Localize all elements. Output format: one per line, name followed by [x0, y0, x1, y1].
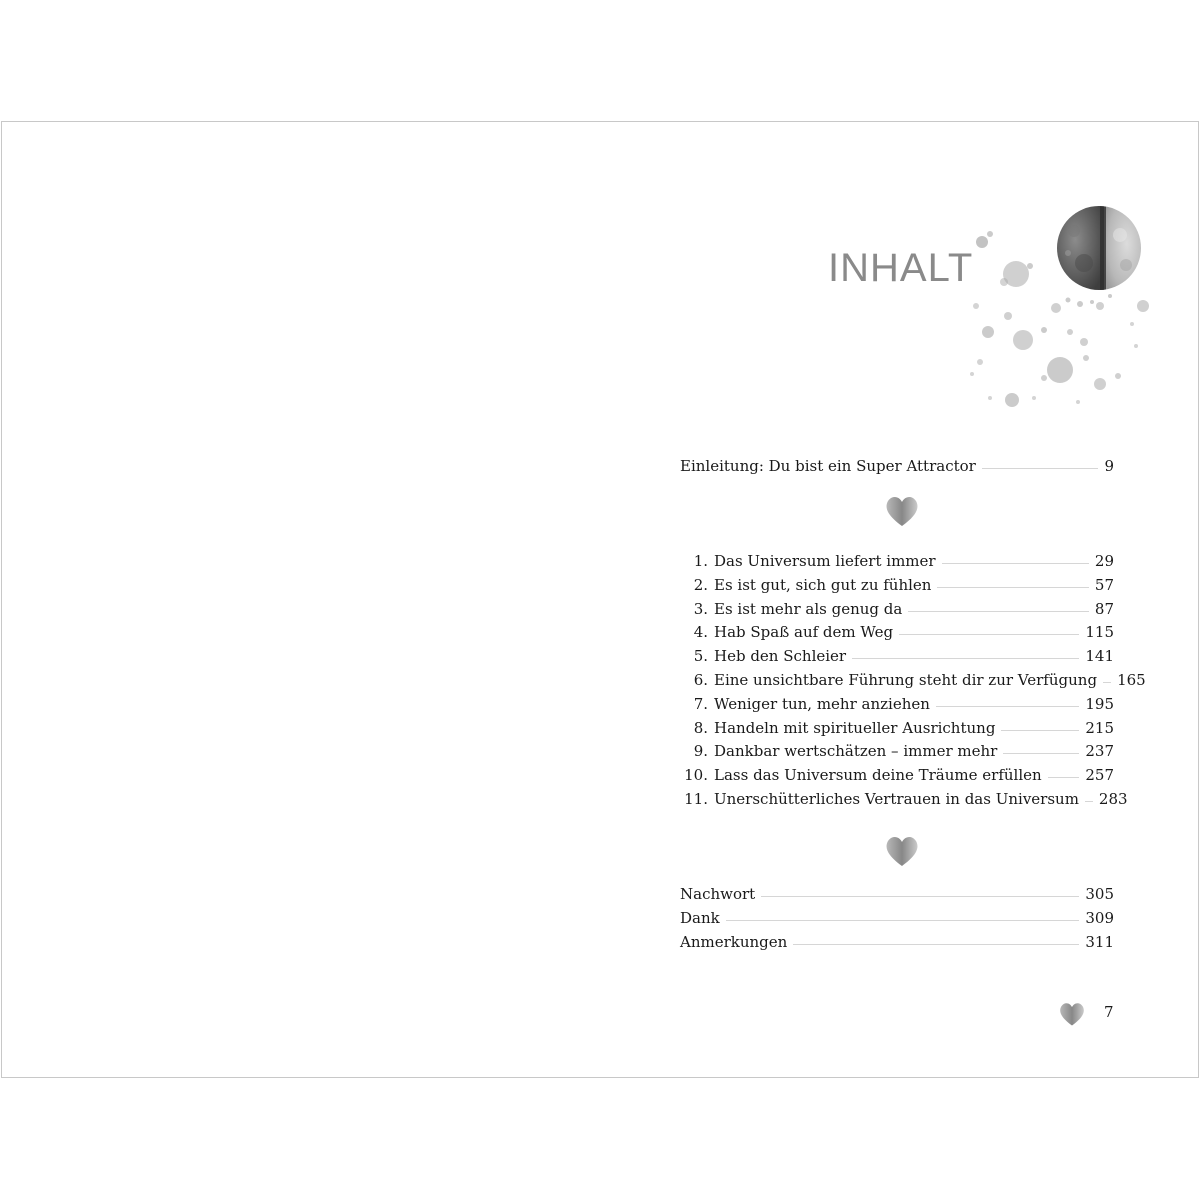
- page-number: 7: [1104, 1003, 1114, 1021]
- toc-entry[interactable]: [680, 669, 1146, 693]
- toc-entry-title: Eine unsichtbare Führung steht dir zur Verfügung: [714, 670, 1098, 689]
- toc-entry[interactable]: [680, 907, 1114, 931]
- toc-leader-line: [1003, 753, 1079, 754]
- toc-leader-line: [937, 587, 1088, 588]
- watercolor-heart-icon: [884, 834, 920, 868]
- toc-leader-line: [982, 468, 1099, 469]
- toc-entry-title: Unerschütterliches Vertrauen in das Universum: [714, 789, 1079, 808]
- toc-leader-line: [936, 706, 1079, 707]
- toc-entry-title: Nachwort: [680, 885, 756, 903]
- toc-entry-page: 237: [1085, 742, 1114, 761]
- watercolor-heart-icon: [1058, 1001, 1086, 1027]
- toc-entry[interactable]: [680, 621, 1114, 645]
- toc-entry-page: 215: [1085, 718, 1114, 737]
- toc-entry-number: 10.: [684, 766, 708, 785]
- toc-entry-title: Dankbar wertschätzen – immer mehr: [714, 742, 998, 761]
- toc-entry-page: 141: [1085, 647, 1114, 666]
- toc-entry-title: Handeln mit spiritueller Ausrichtung: [714, 718, 996, 737]
- toc-entry-number: 5.: [693, 647, 708, 666]
- toc-entry-page: 165: [1117, 670, 1146, 689]
- toc-entry[interactable]: [680, 455, 1114, 479]
- left-page-blank: [2, 122, 600, 1077]
- toc-leader-line: [1085, 801, 1093, 802]
- toc-entry-title: Heb den Schleier: [714, 647, 847, 666]
- toc-entry-title: Es ist mehr als genug da: [714, 599, 903, 618]
- toc-intro-group: [680, 455, 1114, 479]
- toc-entry-number: 2.: [693, 575, 708, 594]
- toc-leader-line: [852, 658, 1079, 659]
- toc-back-matter-group: [680, 883, 1114, 954]
- toc-entry-number: 1.: [693, 552, 708, 570]
- toc-entry-page: 115: [1085, 623, 1114, 642]
- toc-title: INHALT: [828, 246, 974, 290]
- toc-entry-page: 257: [1085, 766, 1114, 785]
- toc-entry-page: 309: [1085, 908, 1114, 927]
- toc-entry-page: 29: [1094, 552, 1114, 570]
- toc-leader-line: [908, 611, 1089, 612]
- toc-entry-number: 6.: [693, 670, 708, 689]
- toc-entry-page: 305: [1085, 885, 1114, 903]
- toc-entry-title: Es ist gut, sich gut zu fühlen: [714, 575, 932, 594]
- toc-leader-line: [1103, 682, 1111, 683]
- toc-entry-number: 3.: [693, 599, 708, 618]
- toc-entry[interactable]: [680, 550, 1114, 574]
- toc-leader-line: [942, 563, 1089, 564]
- toc-leader-line: [899, 634, 1079, 635]
- toc-leader-line: [793, 944, 1079, 945]
- toc-entry-page: 195: [1085, 694, 1114, 713]
- toc-leader-line: [761, 896, 1079, 897]
- toc-entry-number: 11.: [684, 789, 708, 808]
- toc-leader-line: [1001, 730, 1079, 731]
- toc-entry[interactable]: [680, 764, 1114, 788]
- toc-entry[interactable]: [680, 740, 1114, 764]
- book-spread: [1, 121, 1199, 1078]
- toc-entry-title: Hab Spaß auf dem Weg: [714, 623, 894, 642]
- toc-entry[interactable]: [680, 717, 1114, 741]
- toc-entry-number: 8.: [693, 718, 708, 737]
- toc-entry-page: 57: [1094, 575, 1114, 594]
- toc-entry-number: 4.: [693, 623, 708, 642]
- toc-entry-page: 311: [1085, 932, 1114, 951]
- toc-entry-title: Anmerkungen: [680, 932, 788, 951]
- toc-entry-title: Lass das Universum deine Träume erfüllen: [714, 766, 1042, 785]
- toc-entry[interactable]: [680, 931, 1114, 955]
- toc-entry-title: Weniger tun, mehr anziehen: [714, 694, 930, 713]
- toc-leader-line: [1048, 777, 1080, 778]
- right-page-toc: [600, 122, 1198, 1077]
- toc-entry-page: 283: [1098, 789, 1128, 808]
- toc-entry[interactable]: [680, 693, 1114, 717]
- toc-entry-title: Das Universum liefert immer: [714, 552, 936, 570]
- toc-entry-page: 9: [1104, 457, 1114, 475]
- toc-entry-number: 7.: [693, 694, 708, 713]
- toc-entry-title: Einleitung: Du bist ein Super Attractor: [680, 457, 976, 475]
- toc-chapters-group: [680, 550, 1146, 812]
- toc-entry[interactable]: [680, 883, 1114, 907]
- watercolor-heart-icon: [884, 494, 920, 528]
- toc-entry[interactable]: [680, 598, 1114, 622]
- toc-entry[interactable]: [680, 645, 1114, 669]
- toc-entry-number: 9.: [693, 742, 708, 761]
- toc-entry[interactable]: [680, 788, 1128, 812]
- watercolor-moon-icon: [1056, 205, 1142, 291]
- toc-entry-page: 87: [1094, 599, 1114, 618]
- toc-leader-line: [726, 920, 1080, 921]
- toc-entry-title: Dank: [680, 908, 720, 927]
- toc-entry[interactable]: [680, 574, 1114, 598]
